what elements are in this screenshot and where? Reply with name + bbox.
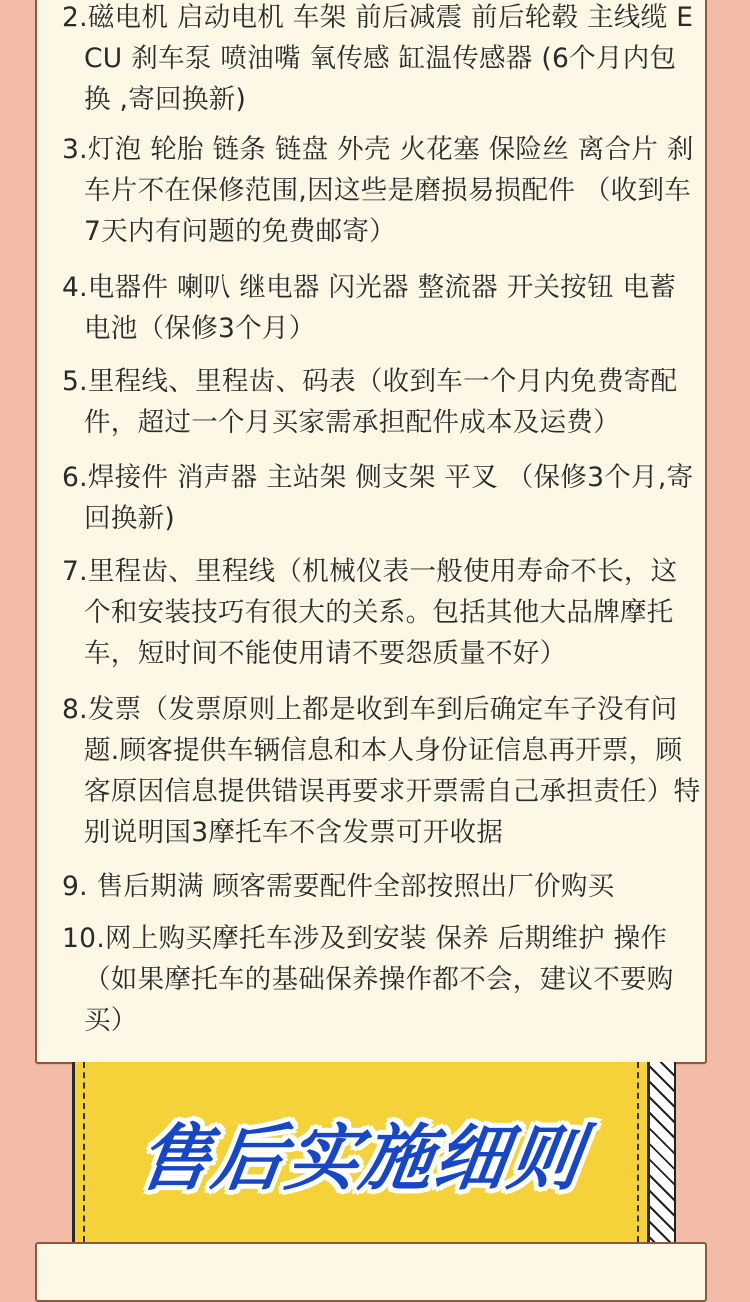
term-item-8: 8.发票（发票原则上都是收到车到后确定车子没有问题.顾客提供车辆信息和本人身份证信息再开票，顾客原因信息提供错误再要求开票需自己承担责任）特别说明国3摩托车不含发票可开收据 [62,694,701,848]
term-item-5: 5.里程线、里程齿、码表（收到车一个月内免费寄配件，超过一个月买家需承担配件成本及运费） [62,366,678,438]
term-item-4: 4.电器件 喇叭 继电器 闪光器 整流器 开关按钮 电蓄电池（保修3个月） [62,272,677,344]
term-item-9: 9. 售后期满 顾客需要配件全部按照出厂价购买 [62,871,615,902]
banner-title: 售后实施细则 [133,1116,589,1200]
term-item-6: 6.焊接件 消声器 主站架 侧支架 平叉 （保修3个月,寄回换新) [62,462,694,534]
section-banner [72,1062,650,1242]
next-card [35,1242,707,1302]
term-item-3: 3.灯泡 轮胎 链条 链盘 外壳 火花塞 保险丝 离合片 刹车片不在保修范围,因这些是磨损易损配件 （收到车7天内有问题的免费邮寄） [62,134,694,247]
term-item-2: 2.磁电机 启动电机 车架 前后减震 前后轮毂 主线缆 ECU 刹车泵 喷油嘴 氧传感 缸温传感器 (6个月内包换 ,寄回换新) [62,2,694,115]
term-item-7: 7.里程齿、里程线（机械仪表一般使用寿命不长，这个和安装技巧有很大的关系。包括其他大品牌摩托车，短时间不能使用请不要怨质量不好） [62,556,678,669]
term-item-10: 10.网上购买摩托车涉及到安装 保养 后期维护 操作（如果摩托车的基础保养操作都不会，建议不要购买） [62,923,674,1036]
